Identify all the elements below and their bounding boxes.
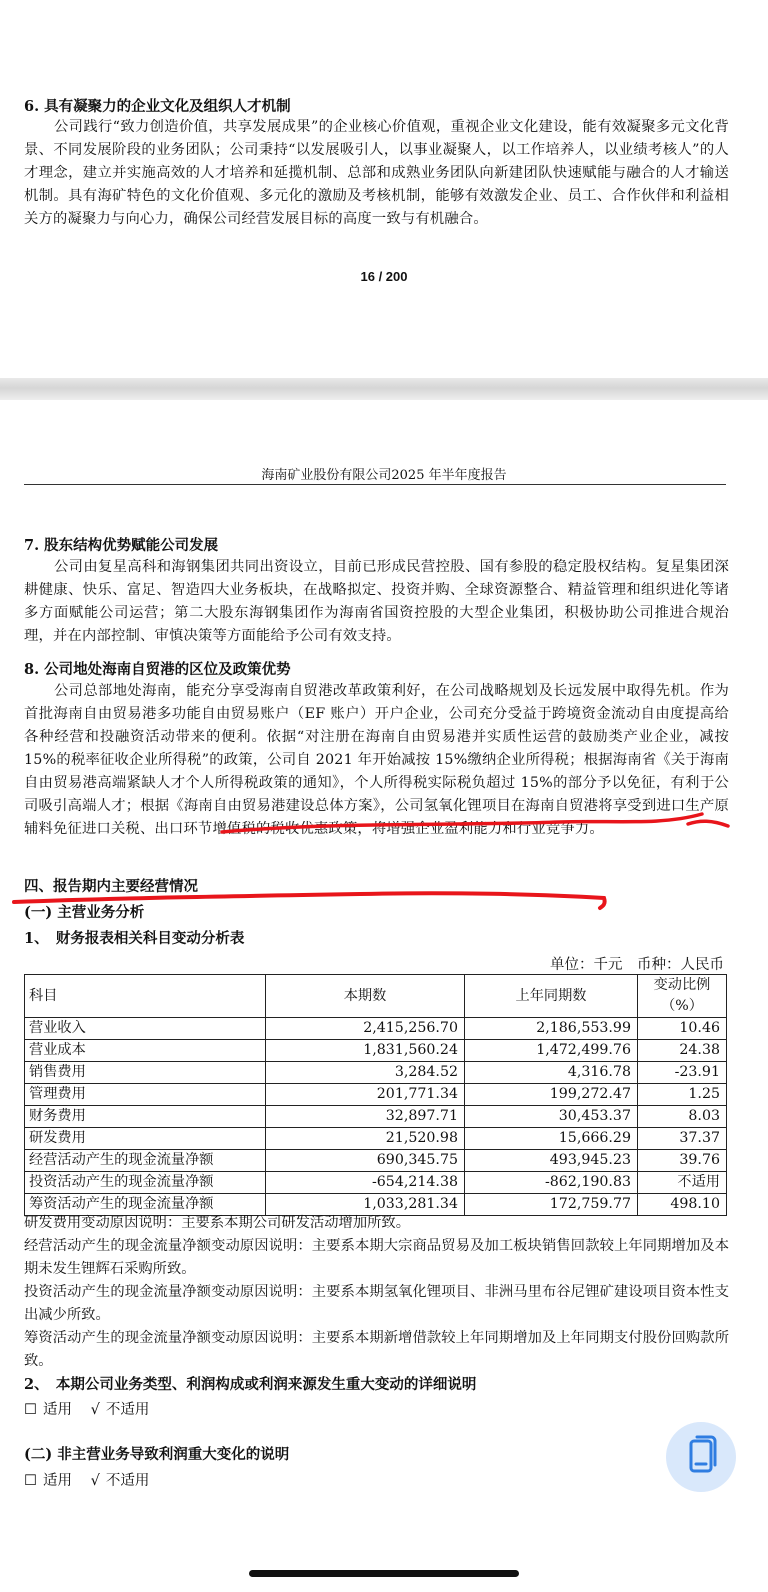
unit-currency-line: 单位：千元 币种：人民币	[550, 957, 724, 973]
header-rule	[24, 484, 726, 485]
option-applicable: 适用	[43, 1473, 72, 1489]
table-row	[25, 1128, 727, 1150]
cell-change: 37.37	[638, 1128, 727, 1150]
cell-item: 销售费用	[25, 1062, 266, 1084]
page-number: 16 / 200	[360, 269, 408, 284]
subsection-2-applicability	[24, 1469, 155, 1490]
cell-current: 21,520.98	[266, 1128, 465, 1150]
cell-item: 营业成本	[25, 1040, 266, 1062]
cell-current: 690,345.75	[266, 1150, 465, 1172]
item-1-heading: 1、 财务报表相关科目变动分析表	[24, 930, 245, 947]
cell-change: 24.38	[638, 1040, 727, 1062]
change-reasons	[24, 1212, 729, 1373]
cell-prior: -862,190.83	[465, 1172, 638, 1194]
cell-prior: 4,316.78	[465, 1062, 638, 1084]
document-page-16	[0, 0, 768, 378]
cell-change: 8.03	[638, 1106, 727, 1128]
table-row	[25, 1018, 727, 1040]
section-8-paragraph: 公司总部地处海南，能充分享受海南自贸港改革政策利好，在公司战略规划及长远发展中取得先机。作为首批海南自由贸易港多功能自由贸易账户（EF 账户）开户企业，公司充分受益于跨境资金流动自由度提高给各种经营和投融资活动带来的便利。依据“对注册在海南自由贸易港并实质性运营的鼓励类产业企业，减按 15%的税率征收企业所得税”的政策，公司自 2021 年开始减按 15%缴纳企业所得税；根据海南省《关于海南自由贸易港高端紧缺人才个人所得税政策的通知》，个人所得税实际税负超过 15%的部分予以免征，有利于公司吸引高端人才；根据《海南自由贸易港建设总体方案》，公司氢氧化锂项目在海南自贸港将享受到进口生产原辅料免征进口关税、出口环节增值税的税收优惠政策，将增强企业盈利能力和行业竞争力。	[24, 683, 729, 837]
table-row	[25, 1062, 727, 1084]
cell-prior: 15,666.29	[465, 1128, 638, 1150]
note-rnd: 研发费用变动原因说明：主要系本期公司研发活动增加所致。	[24, 1215, 411, 1231]
cell-change: 498.10	[638, 1194, 727, 1216]
cell-item: 经营活动产生的现金流量净额	[25, 1150, 266, 1172]
table-header-row	[25, 975, 727, 1018]
note-investing-cashflow: 投资活动产生的现金流量净额变动原因说明：主要系本期氢氧化锂项目、非洲马里布谷尼锂矿建设项目资本性支出减少所致。	[24, 1284, 729, 1323]
cell-item: 研发费用	[25, 1128, 266, 1150]
section-6-heading: 6. 具有凝聚力的企业文化及组织人才机制	[24, 98, 291, 115]
cell-current: 32,897.71	[266, 1106, 465, 1128]
cell-prior: 1,472,499.76	[465, 1040, 638, 1062]
cell-current: 1,831,560.24	[266, 1040, 465, 1062]
cell-item: 筹资活动产生的现金流量净额	[25, 1194, 266, 1216]
cell-change: 不适用	[638, 1172, 727, 1194]
item-2-applicability	[24, 1398, 155, 1419]
cell-prior: 493,945.23	[465, 1150, 638, 1172]
cell-prior: 199,272.47	[465, 1084, 638, 1106]
table-row	[25, 1106, 727, 1128]
section-7-heading: 7. 股东结构优势赋能公司发展	[24, 537, 219, 554]
section-8-heading: 8. 公司地处海南自贸港的区位及政策优势	[24, 661, 291, 678]
option-applicable: 适用	[43, 1402, 72, 1418]
table-row	[25, 1040, 727, 1062]
checkmark: √	[90, 1402, 100, 1418]
cell-item: 投资活动产生的现金流量净额	[25, 1172, 266, 1194]
running-header: 海南矿业股份有限公司2025 年半年度报告	[261, 468, 507, 483]
note-operating-cashflow: 经营活动产生的现金流量净额变动原因说明：主要系本期大宗商品贸易及加工板块销售回款较上年同期增加及本期未发生锂辉石采购所致。	[24, 1238, 729, 1277]
cell-current: 2,415,256.70	[266, 1018, 465, 1040]
checkbox-empty: ☐	[24, 1473, 37, 1489]
table-row	[25, 1172, 727, 1194]
subsection-2-heading: (二) 非主营业务导致利润重大变化的说明	[24, 1446, 290, 1463]
cell-current: 3,284.52	[266, 1062, 465, 1084]
cell-change: 39.76	[638, 1150, 727, 1172]
item-2-heading: 2、 本期公司业务类型、利润构成或利润来源发生重大变动的详细说明	[24, 1376, 477, 1393]
cell-prior: 30,453.37	[465, 1106, 638, 1128]
floating-action-button[interactable]	[666, 1422, 736, 1492]
note-financing-cashflow: 筹资活动产生的现金流量净额变动原因说明：主要系本期新增借款较上年同期增加及上年同期支付股份回购款所致。	[24, 1330, 729, 1369]
cell-current: 1,033,281.34	[266, 1194, 465, 1216]
column-header: 上年同期数	[465, 975, 638, 1018]
table-row	[25, 1084, 727, 1106]
section-7-paragraph: 公司由复星高科和海钢集团共同出资设立，目前已形成民营控股、国有参股的稳定股权结构。复星集团深耕健康、快乐、富足、智造四大业务板块，在战略拟定、投资并购、全球资源整合、精益管理和组织进化等诸多方面赋能公司运营；第二大股东海钢集团作为海南省国资控股的大型企业集团，积极协助公司推进合规治理，并在内部控制、审慎决策等方面能给予公司有效支持。	[24, 559, 729, 644]
cell-change: 1.25	[638, 1084, 727, 1106]
section-6-paragraph: 公司践行“致力创造价值，共享发展成果”的企业核心价值观，重视企业文化建设，能有效凝聚多元文化背景、不同发展阶段的业务团队；公司秉持“以发展吸引人，以事业凝聚人，以工作培养人，以业绩考核人”的人才理念，建立并实施高效的人才培养和延揽机制、总部和成熟业务团队向新建团队快速赋能与融合的人才输送机制。具有海矿特色的文化价值观、多元化的激励及考核机制，能够有效激发企业、员工、合作伙伴和利益相关方的凝聚力与向心力，确保公司经营发展目标的高度一致与有机融合。	[24, 119, 729, 227]
option-not-applicable: 不适用	[105, 1473, 150, 1489]
financial-change-table	[24, 974, 727, 1216]
cell-item: 营业收入	[25, 1018, 266, 1040]
column-header: 变动比例（%）	[638, 975, 727, 1018]
option-not-applicable: 不适用	[105, 1402, 150, 1418]
cell-prior: 2,186,553.99	[465, 1018, 638, 1040]
checkmark: √	[90, 1473, 100, 1489]
table-row	[25, 1150, 727, 1172]
section-4-heading: 四、报告期内主要经营情况	[24, 878, 198, 895]
cell-change: -23.91	[638, 1062, 727, 1084]
subsection-1-heading: (一) 主营业务分析	[24, 904, 145, 921]
cell-current: -654,214.38	[266, 1172, 465, 1194]
cell-current: 201,771.34	[266, 1084, 465, 1106]
document-page-17	[0, 400, 768, 1592]
cell-change: 10.46	[638, 1018, 727, 1040]
checkbox-empty: ☐	[24, 1402, 37, 1418]
cell-item: 财务费用	[25, 1106, 266, 1128]
cell-item: 管理费用	[25, 1084, 266, 1106]
cell-prior: 172,759.77	[465, 1194, 638, 1216]
column-header: 科目	[25, 975, 266, 1018]
copy-pages-icon	[666, 1422, 736, 1492]
column-header: 本期数	[266, 975, 465, 1018]
home-indicator	[249, 1570, 519, 1577]
page-separator	[0, 378, 768, 400]
